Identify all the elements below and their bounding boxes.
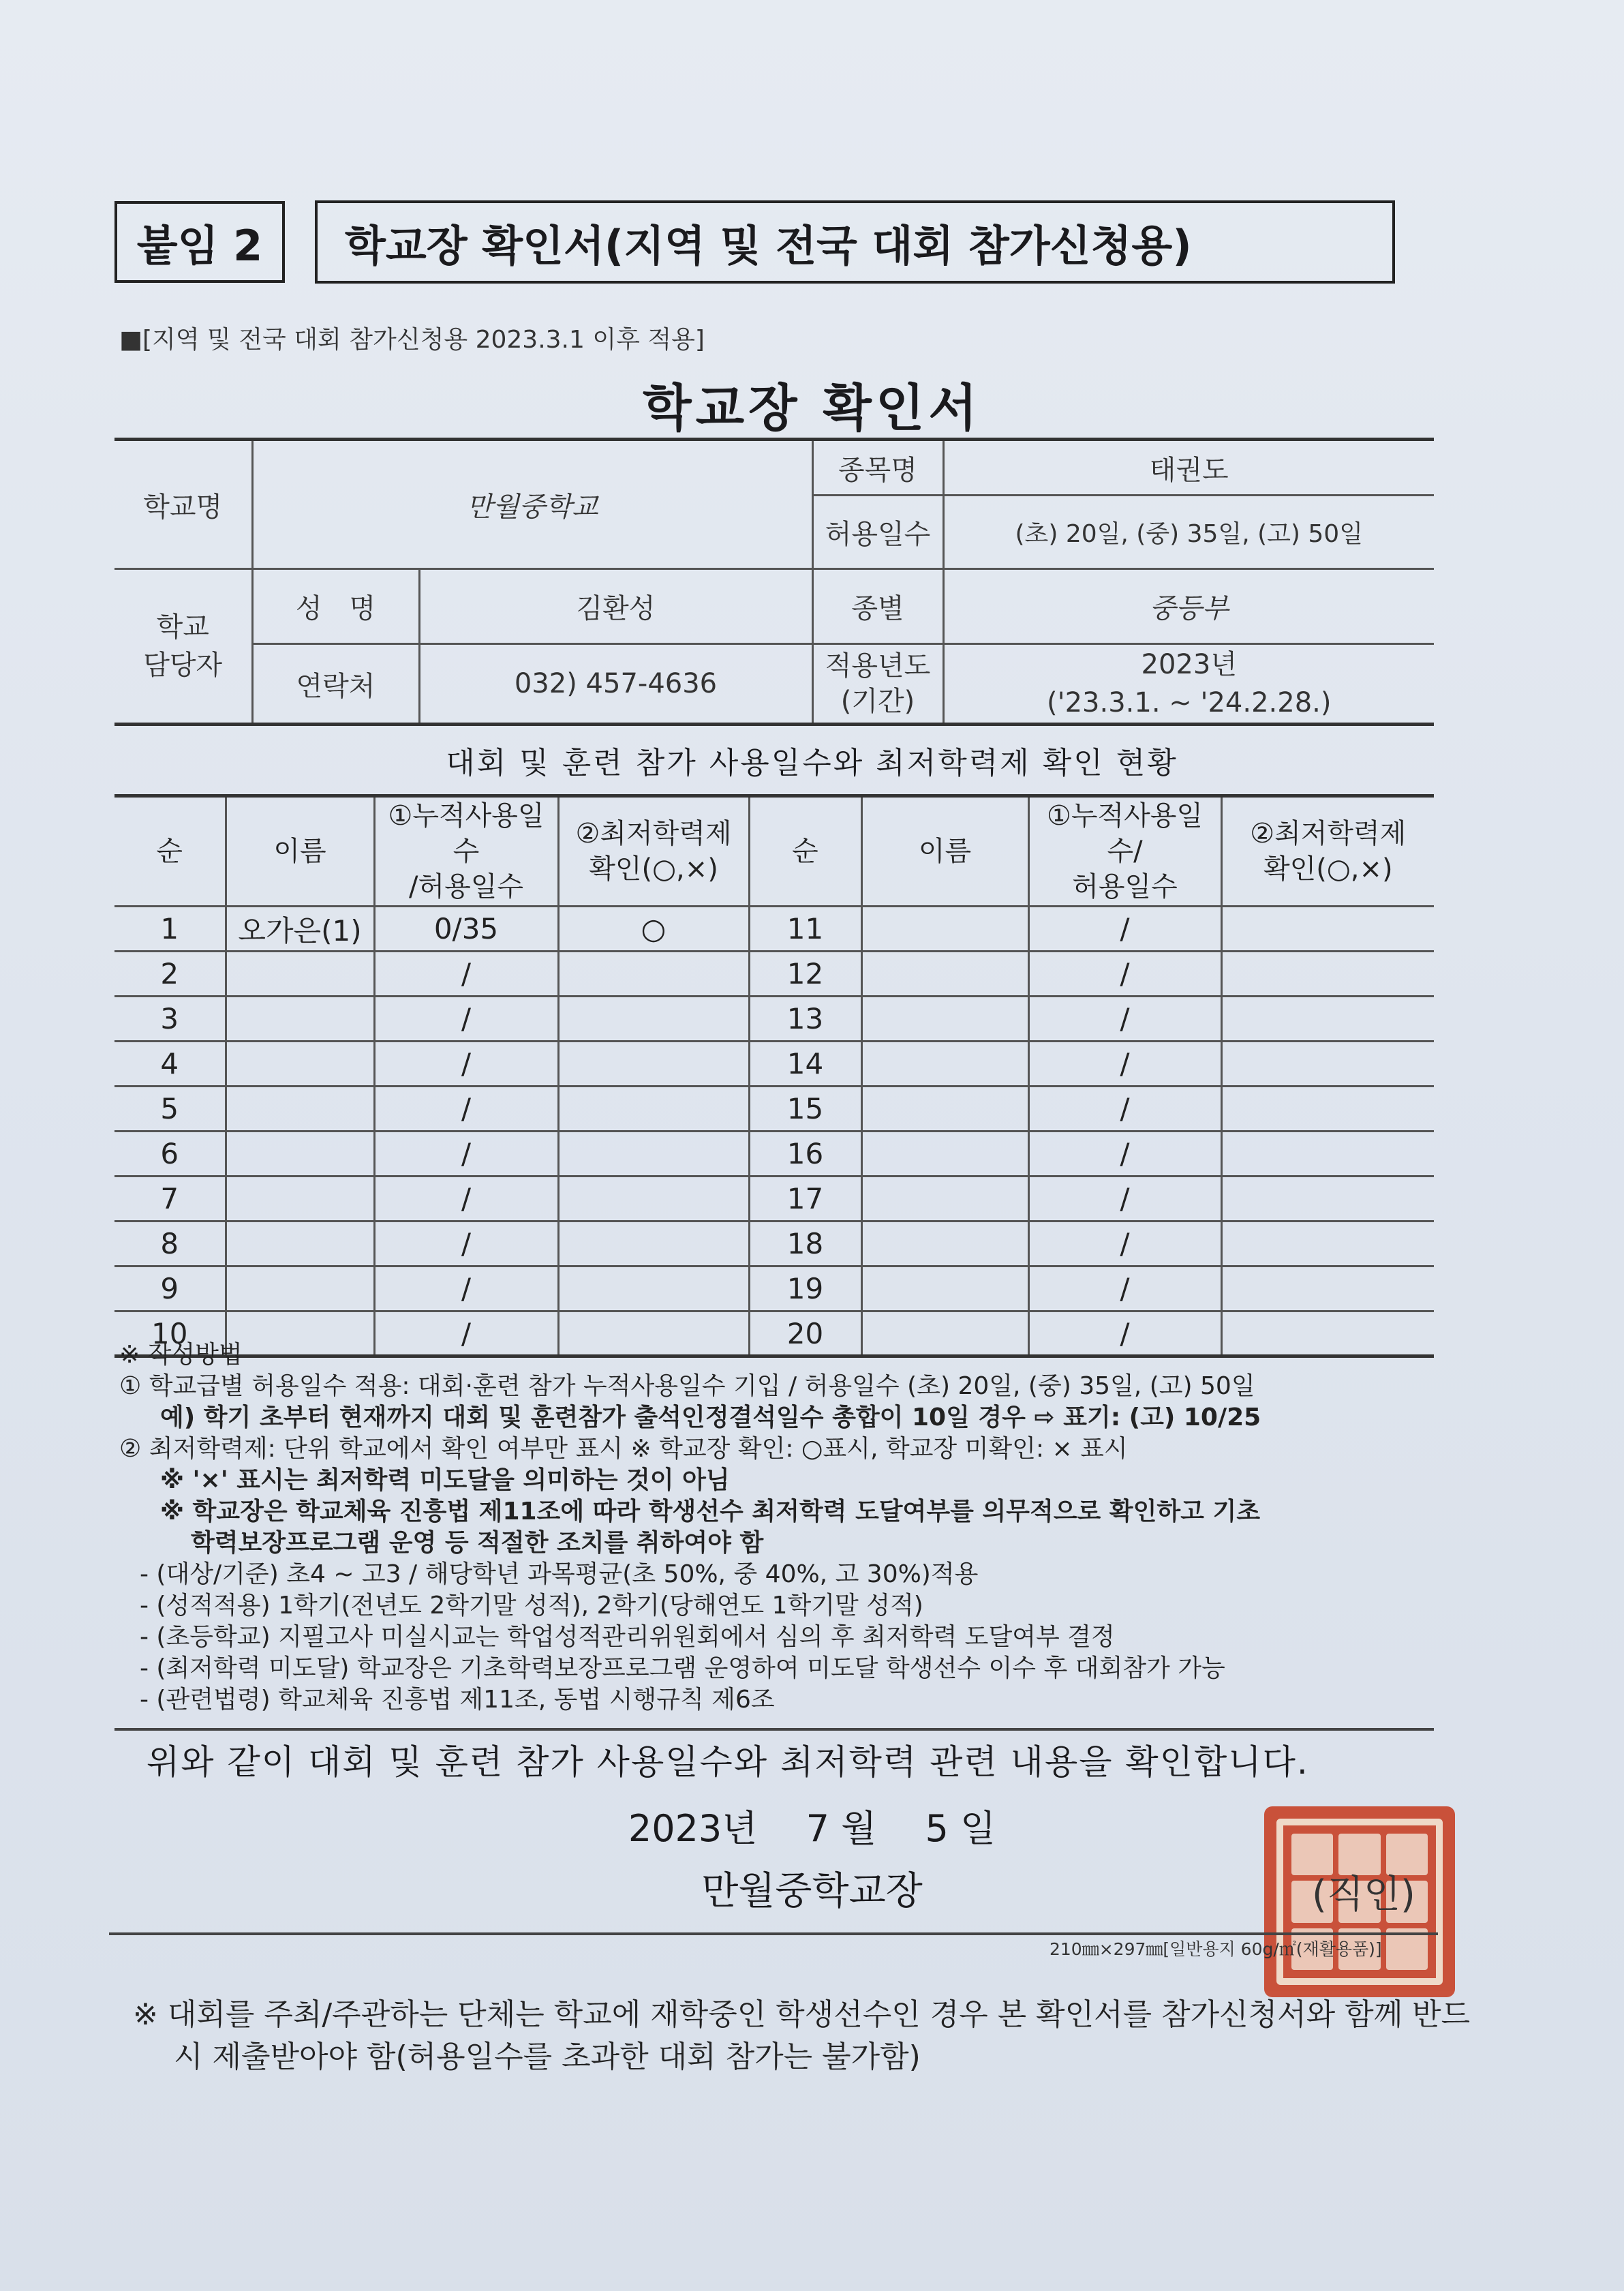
- minimum-check: [558, 1042, 749, 1087]
- row-number: 6: [114, 1132, 226, 1177]
- student-name: [861, 952, 1028, 997]
- minimum-check: [1221, 952, 1434, 997]
- student-name: [226, 952, 374, 997]
- row-number: 13: [749, 997, 861, 1042]
- used-days: /: [374, 1311, 558, 1356]
- divider: [114, 1728, 1434, 1731]
- used-days: /: [1028, 997, 1221, 1042]
- allowed-days-value: (초) 20일, (중) 35일, (고) 50일: [943, 496, 1434, 569]
- row-number: 8: [114, 1222, 226, 1266]
- row-number: 7: [114, 1177, 226, 1222]
- student-name: [226, 997, 374, 1042]
- table-row: [114, 952, 1434, 997]
- used-days: /: [1028, 1042, 1221, 1087]
- instructions-line: - (대상/기준) 초4 ~ 고3 / 해당학년 과목평균(초 50%, 중 40%, 고 30%)적용: [140, 1560, 979, 1588]
- row-number: 19: [749, 1266, 861, 1311]
- student-name: [226, 1266, 374, 1311]
- sport-label: 종목명: [812, 440, 943, 496]
- used-days: /: [374, 1266, 558, 1311]
- row-number: 10: [114, 1311, 226, 1356]
- instructions-line: ※ 학교장은 학교체육 진흥법 제11조에 따라 학생선수 최저학력 도달여부를 의무적으로 확인하고 기초: [160, 1498, 1261, 1526]
- name-value: 김환성: [419, 569, 812, 644]
- row-number: 15: [749, 1087, 861, 1132]
- table-row: [114, 1266, 1434, 1311]
- col-no-left: 순: [114, 796, 226, 907]
- student-name: [861, 1222, 1028, 1266]
- student-name: [861, 1042, 1028, 1087]
- table-row: [114, 1042, 1434, 1087]
- used-days: /: [1028, 1311, 1221, 1356]
- contact-label: 연락처: [252, 644, 419, 725]
- minimum-check: [558, 1087, 749, 1132]
- period-value: ('23.3.1. ~ '24.2.28.): [1047, 687, 1332, 718]
- page-title: 학교장 확인서: [643, 379, 981, 438]
- row-number: 20: [749, 1311, 861, 1356]
- table-row: [114, 1087, 1434, 1132]
- row-number: 18: [749, 1222, 861, 1266]
- col-check-right: ②최저학력제 확인(○,×): [1221, 796, 1434, 907]
- sport-value: 태권도: [943, 440, 1434, 496]
- student-name: [226, 1132, 374, 1177]
- table-row: [114, 997, 1434, 1042]
- minimum-check: [558, 952, 749, 997]
- minimum-check: [1221, 907, 1434, 952]
- instructions-line: - (최저학력 미도달) 학교장은 기초학력보장프로그램 운영하여 미도달 학생선수 이수 후 대회참가 가능: [140, 1654, 1225, 1682]
- used-days: /: [374, 1177, 558, 1222]
- contact-value: 032) 457-4636: [419, 644, 812, 725]
- instructions-line: 학력보장프로그램 운영 등 적절한 조치를 취하여야 함: [191, 1529, 764, 1557]
- footer-note: [133, 1994, 1530, 2078]
- minimum-check: [1221, 997, 1434, 1042]
- row-number: 2: [114, 952, 226, 997]
- instructions-line: - (초등학교) 지필고사 미실시교는 학업성적관리위원회에서 심의 후 최저학력 도달여부 결정: [140, 1623, 1115, 1651]
- manager-label: 학교 담당자: [114, 569, 252, 725]
- used-days: /: [374, 952, 558, 997]
- instructions-line: 예) 학기 초부터 현재까지 대회 및 훈련참가 출석인정결석일수 총합이 10일 경우 ⇨ 표기: (고) 10/25: [160, 1404, 1261, 1431]
- student-name: 오가은(1): [226, 907, 374, 952]
- footer-line: 시 제출받아야 함(허용일수를 초과한 대회 참가는 불가함): [174, 2039, 921, 2074]
- used-days: /: [1028, 907, 1221, 952]
- instructions-line: - (성적적용) 1학기(전년도 2학기말 성적), 2학기(당해연도 1학기말 성적): [140, 1592, 923, 1620]
- row-number: 12: [749, 952, 861, 997]
- table-row: [114, 1222, 1434, 1266]
- table-row: [114, 1132, 1434, 1177]
- minimum-check: [558, 1266, 749, 1311]
- divider: [109, 1932, 1438, 1935]
- instructions-line: ※ '×' 표시는 최저학력 미도달을 의미하는 것이 아님: [160, 1466, 730, 1494]
- row-number: 5: [114, 1087, 226, 1132]
- allowed-days-label: 허용일수: [812, 496, 943, 569]
- roster-section-title: 대회 및 훈련 참가 사용일수와 최저학력제 확인 현황: [446, 746, 1178, 780]
- used-days: /: [374, 1222, 558, 1266]
- row-number: 9: [114, 1266, 226, 1311]
- seal-label: (직인): [1312, 1872, 1415, 1917]
- minimum-check: [1221, 1266, 1434, 1311]
- minimum-check: [558, 1222, 749, 1266]
- minimum-check: [558, 997, 749, 1042]
- school-value: 만월중학교: [252, 440, 812, 569]
- footer-line: ※ 대회를 주최/주관하는 단체는 학교에 재학중인 학생선수인 경우 본 확인서를 참가신청서와 함께 반드: [133, 1997, 1471, 2032]
- row-number: 4: [114, 1042, 226, 1087]
- paper-spec: 210㎜×297㎜[일반용지 60g/㎡(재활용품)]: [1050, 1939, 1382, 1959]
- attachment-tag: 붙임 2: [114, 201, 285, 283]
- instructions: [119, 1339, 1482, 1716]
- division-value: 중등부: [943, 569, 1434, 644]
- student-name: [861, 1177, 1028, 1222]
- minimum-check: [1221, 1087, 1434, 1132]
- minimum-check: ○: [558, 907, 749, 952]
- info-table: [114, 438, 1434, 726]
- school-label: 학교명: [114, 440, 252, 569]
- roster-table: [114, 794, 1434, 1358]
- used-days: /: [374, 1042, 558, 1087]
- student-name: [861, 1087, 1028, 1132]
- minimum-check: [558, 1177, 749, 1222]
- year-cell: [943, 644, 1434, 725]
- confirmation-statement: 위와 같이 대회 및 훈련 참가 사용일수와 최저학력 관련 내용을 확인합니다.: [147, 1742, 1309, 1782]
- instructions-line: - (관련법령) 학교체육 진흥법 제11조, 동법 시행규칙 제6조: [140, 1686, 775, 1714]
- used-days: /: [374, 997, 558, 1042]
- row-number: 11: [749, 907, 861, 952]
- table-row: [114, 907, 1434, 952]
- student-name: [226, 1042, 374, 1087]
- document-heading: 학교장 확인서(지역 및 전국 대회 참가신청용): [315, 200, 1395, 284]
- minimum-check: [1221, 1177, 1434, 1222]
- student-name: [861, 907, 1028, 952]
- minimum-check: [1221, 1042, 1434, 1087]
- used-days: /: [1028, 1222, 1221, 1266]
- used-days: /: [1028, 952, 1221, 997]
- used-days: /: [1028, 1177, 1221, 1222]
- table-row: [114, 1177, 1434, 1222]
- instructions-line: ② 최저학력제: 단위 학교에서 확인 여부만 표시 ※ 학교장 확인: ○표시, 학교장 미확인: × 표시: [119, 1435, 1128, 1463]
- col-no-right: 순: [749, 796, 861, 907]
- col-days-right: ①누적사용일수/ 허용일수: [1028, 796, 1221, 907]
- col-name-left: 이름: [226, 796, 374, 907]
- row-number: 16: [749, 1132, 861, 1177]
- col-days-left: ①누적사용일수 /허용일수: [374, 796, 558, 907]
- row-number: 1: [114, 907, 226, 952]
- student-name: [861, 997, 1028, 1042]
- used-days: /: [1028, 1087, 1221, 1132]
- instructions-line: ① 학교급별 허용일수 적용: 대회·훈련 참가 누적사용일수 기입 / 허용일수 (초) 20일, (중) 35일, (고) 50일: [119, 1372, 1255, 1400]
- applicability-note: ■[지역 및 전국 대회 참가신청용 2023.3.1 이후 적용]: [119, 326, 705, 354]
- signature-date: 2023년 7 월 5 일: [628, 1807, 996, 1850]
- student-name: [226, 1222, 374, 1266]
- col-name-right: 이름: [861, 796, 1028, 907]
- minimum-check: [558, 1132, 749, 1177]
- instructions-title: ※ 작성방법: [119, 1341, 243, 1369]
- row-number: 3: [114, 997, 226, 1042]
- roster-header-row: [114, 796, 1434, 907]
- student-name: [861, 1132, 1028, 1177]
- division-label: 종별: [812, 569, 943, 644]
- row-number: 17: [749, 1177, 861, 1222]
- minimum-check: [1221, 1132, 1434, 1177]
- year-value: 2023년: [1141, 649, 1237, 680]
- student-name: [226, 1087, 374, 1132]
- student-name: [226, 1177, 374, 1222]
- year-label: 적용년도 (기간): [812, 644, 943, 725]
- used-days: /: [374, 1087, 558, 1132]
- used-days: /: [374, 1132, 558, 1177]
- row-number: 14: [749, 1042, 861, 1087]
- used-days: /: [1028, 1132, 1221, 1177]
- principal-signature: 만월중학교장: [701, 1869, 923, 1913]
- col-check-left: ②최저학력제 확인(○,×): [558, 796, 749, 907]
- minimum-check: [1221, 1222, 1434, 1266]
- used-days: 0/35: [374, 907, 558, 952]
- student-name: [861, 1266, 1028, 1311]
- name-label: 성 명: [252, 569, 419, 644]
- used-days: /: [1028, 1266, 1221, 1311]
